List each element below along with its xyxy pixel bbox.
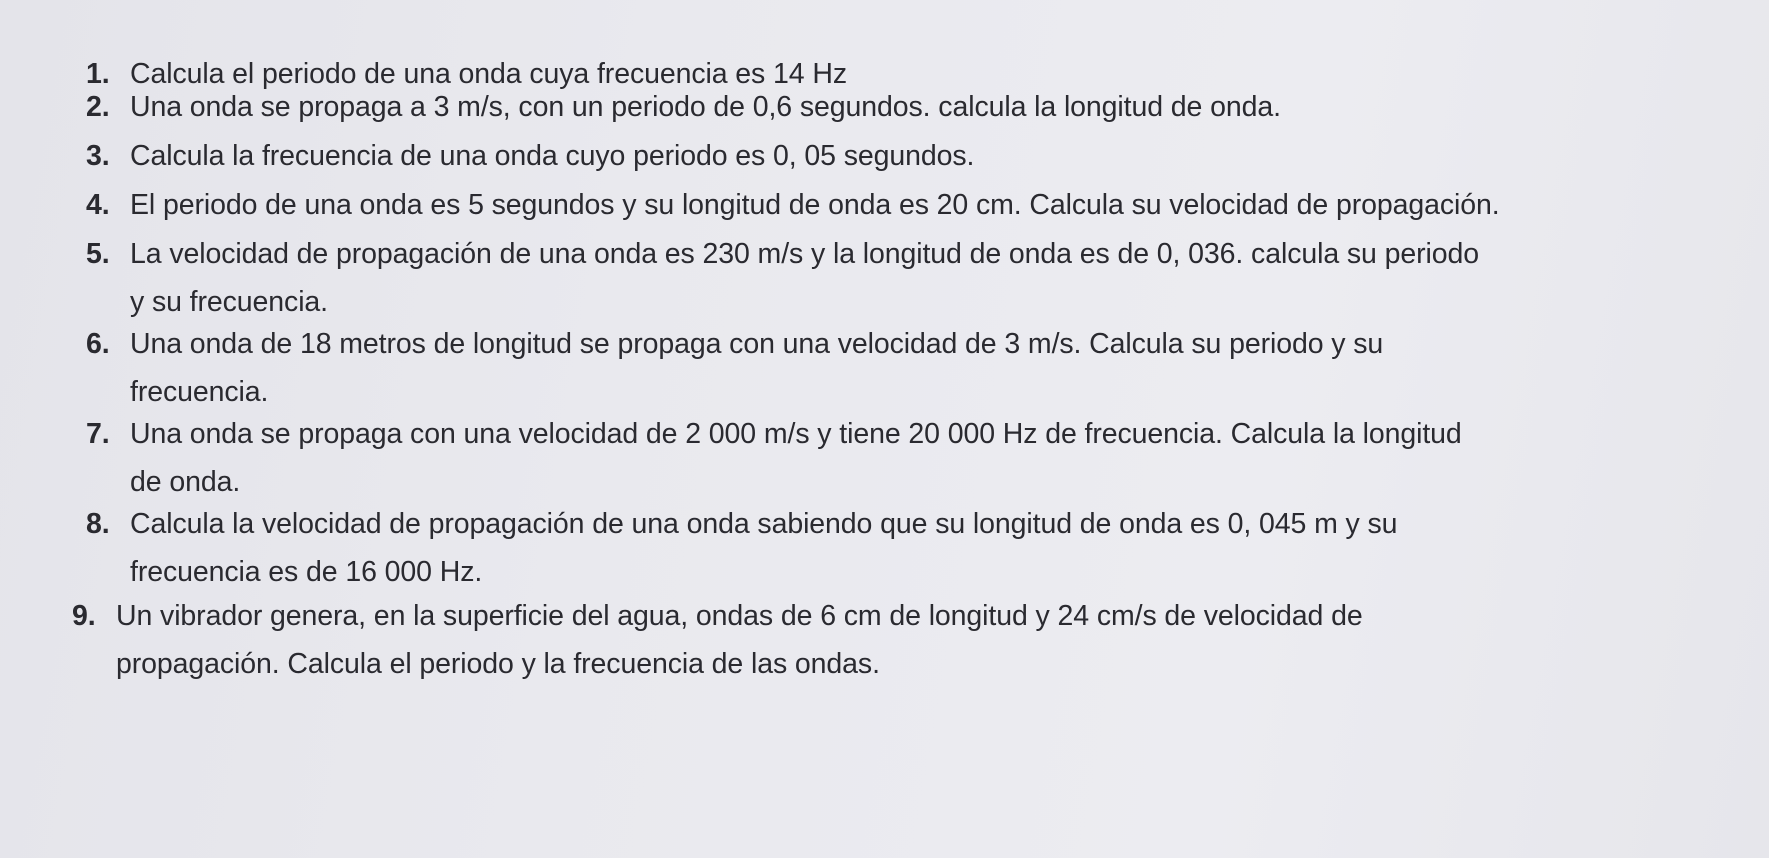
exercise-number: 4. [86,189,110,221]
exercise-4 [86,183,1500,227]
exercise-text-continued: frecuencia es de 16 000 Hz. [130,556,483,588]
exercise-number: 9. [72,600,96,632]
exercise-text: Calcula la frecuencia de una onda cuyo periodo es 0, 05 segundos. [130,140,975,172]
exercise-6 [86,322,1383,414]
exercise-text-continued: de onda. [130,466,241,498]
exercise-number: 5. [86,238,110,270]
exercise-number: 6. [86,328,110,360]
exercise-text: Una onda se propaga a 3 m/s, con un periodo de 0,6 segundos. calcula la longitud de onda. [130,91,1281,123]
exercise-number: 2. [86,91,110,123]
exercise-5 [86,232,1479,324]
exercise-text-continued: y su frecuencia. [130,286,328,318]
exercise-text-continued: frecuencia. [130,376,269,408]
exercise-text: Un vibrador genera, en la superficie del agua, ondas de 6 cm de longitud y 24 cm/s de velocidad de [116,600,1363,632]
exercise-text: Calcula el periodo de una onda cuya frecuencia es 14 Hz [130,58,847,90]
exercise-number: 8. [86,508,110,540]
exercise-number: 3. [86,140,110,172]
exercise-text: La velocidad de propagación de una onda es 230 m/s y la longitud de onda es de 0, 036. calcula su periodo [130,238,1479,270]
exercise-number: 7. [86,418,110,450]
exercise-9 [72,594,1363,686]
exercise-8 [86,502,1397,594]
exercise-text-continued: propagación. Calcula el periodo y la frecuencia de las ondas. [116,648,880,680]
exercise-text: Una onda de 18 metros de longitud se propaga con una velocidad de 3 m/s. Calcula su periodo y su [130,328,1384,360]
exercise-7 [86,412,1462,504]
exercise-number: 1. [86,58,110,90]
exercise-2 [86,85,1281,129]
exercise-text: Calcula la velocidad de propagación de una onda sabiendo que su longitud de onda es 0, 045 m y su [130,508,1398,540]
exercise-text: Una onda se propaga con una velocidad de 2 000 m/s y tiene 20 000 Hz de frecuencia. Calcula la longitud [130,418,1462,450]
exercise-3 [86,134,974,178]
exercise-text: El periodo de una onda es 5 segundos y su longitud de onda es 20 cm. Calcula su velocidad de propagación. [130,189,1500,221]
